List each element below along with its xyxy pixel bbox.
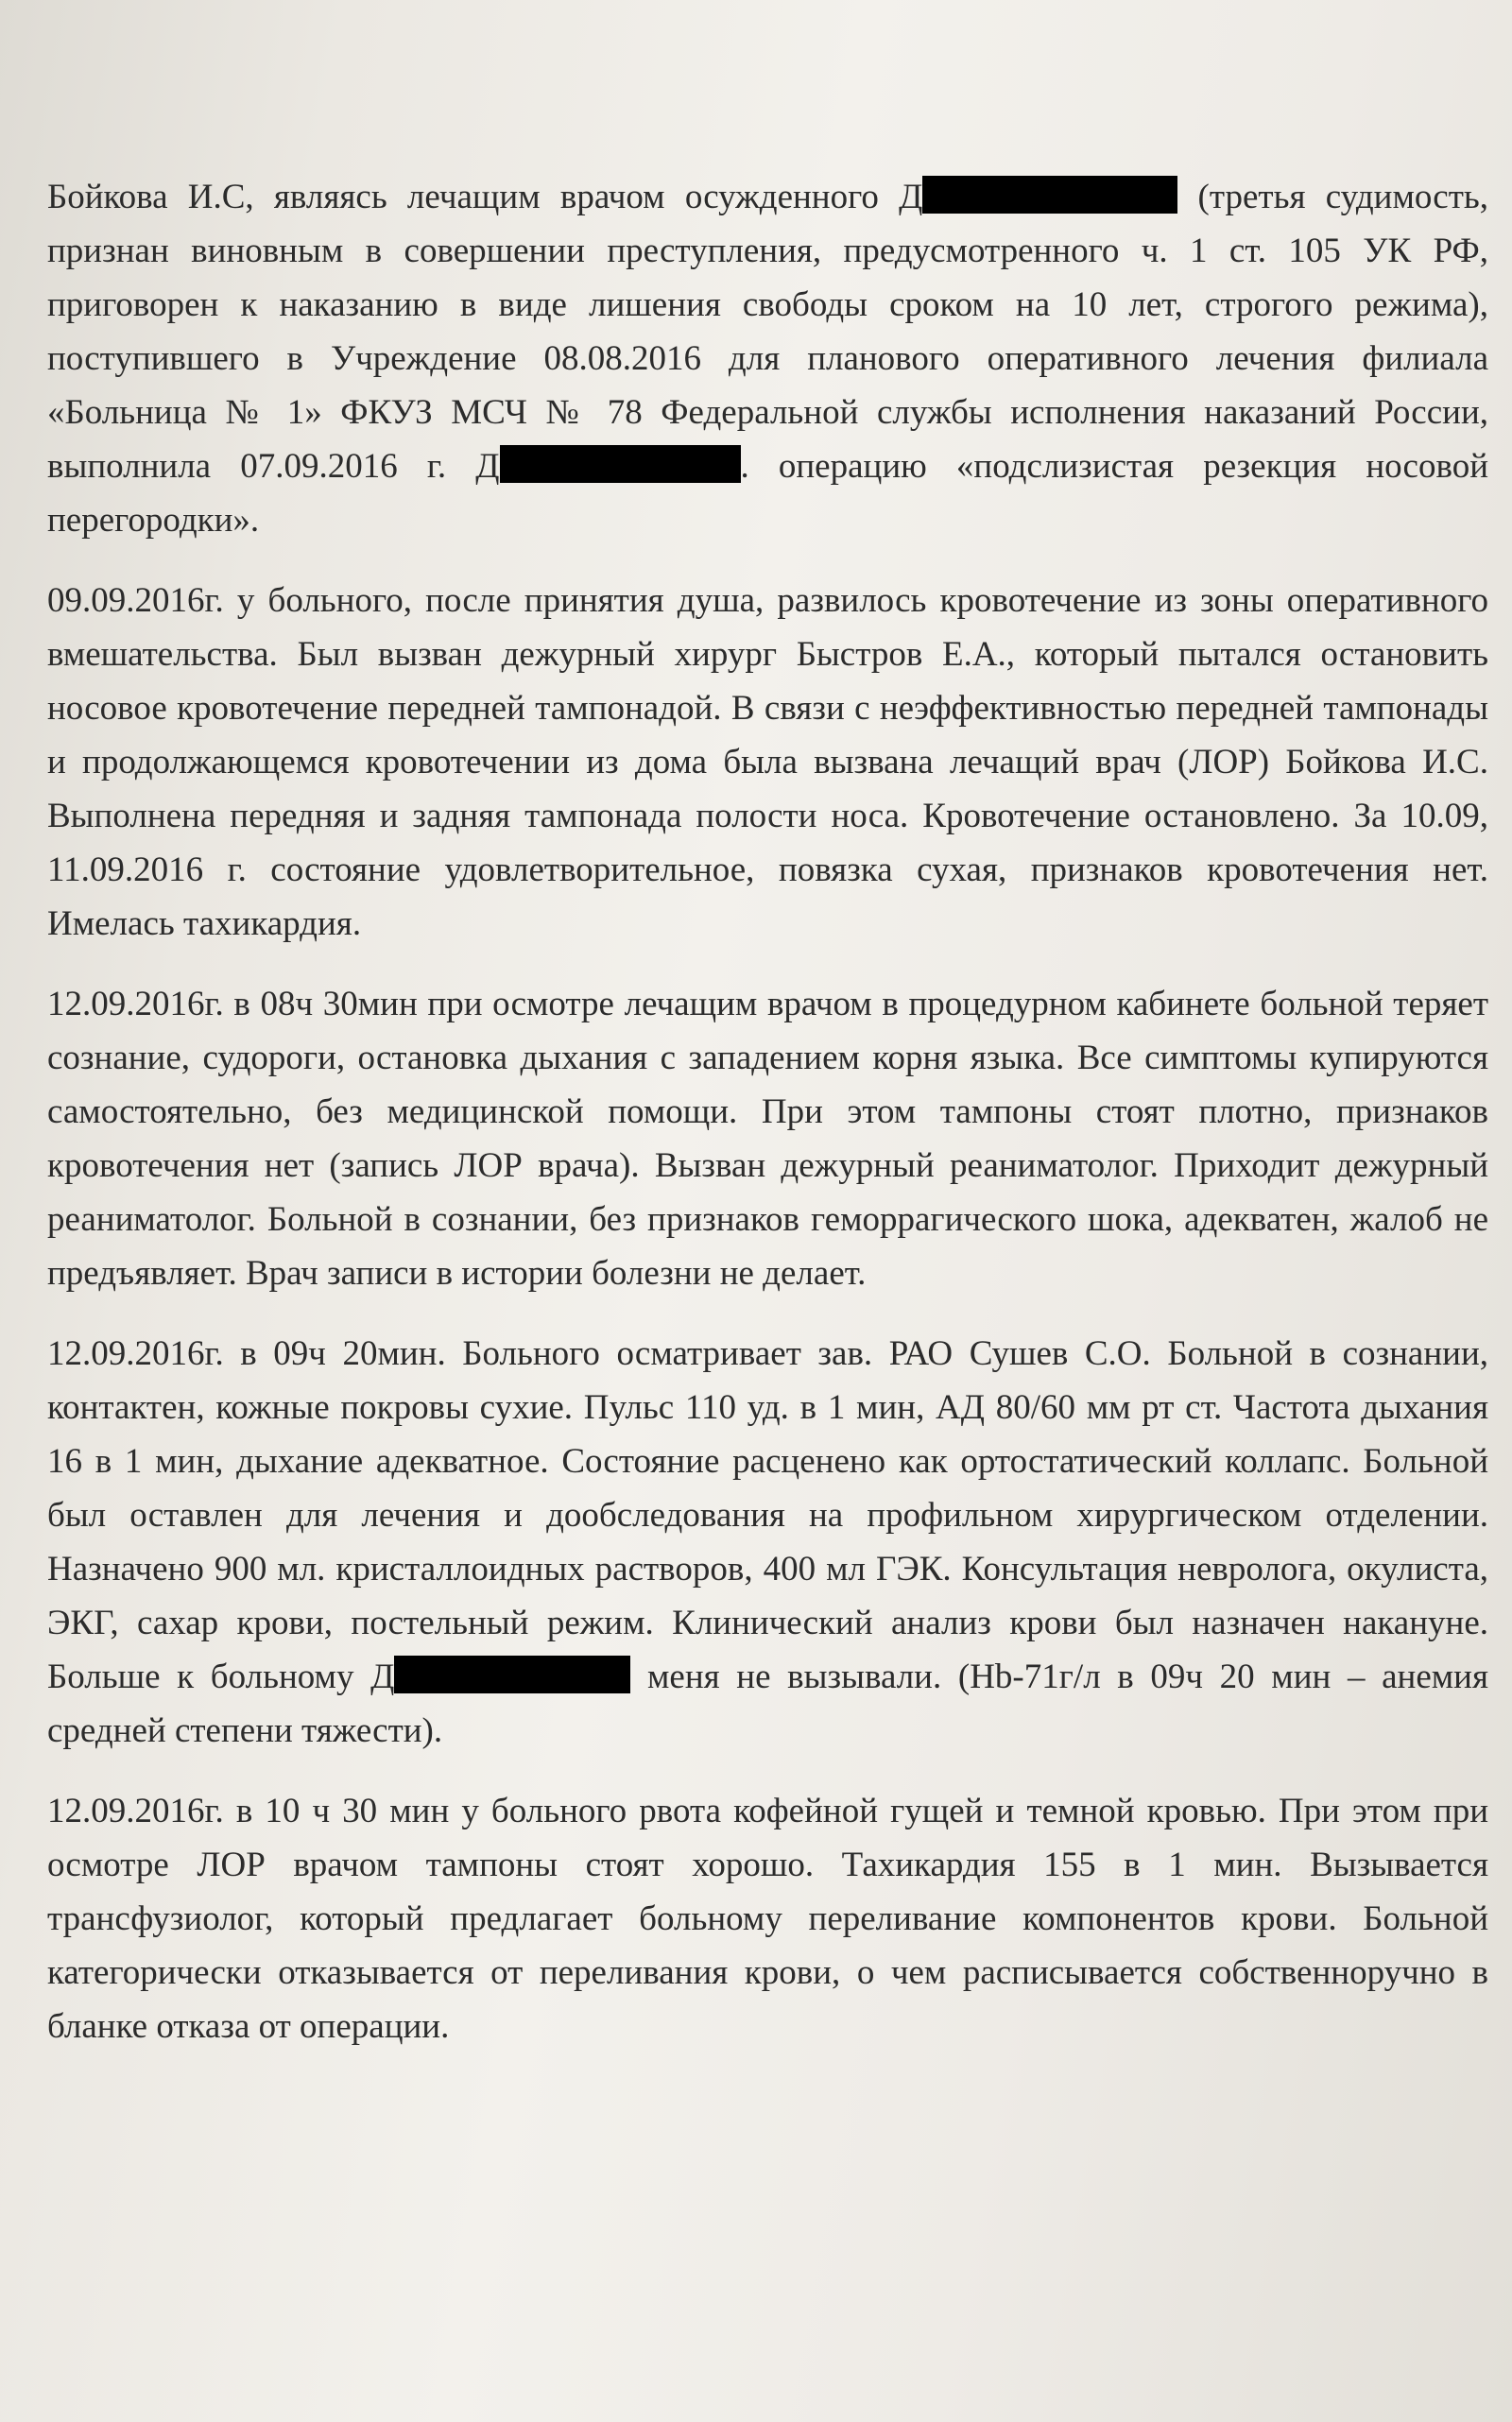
paragraph-3: [47, 977, 1488, 1300]
redaction-block: [922, 176, 1177, 214]
paragraph-1: [47, 170, 1488, 547]
paragraph-3-text: 12.09.2016г. в 08ч 30мин при осмотре лечащим врачом в процедурном кабинете больной теряет сознание, судороги, остановка дыхания с западением корня языка. Все симптомы купируются самостоятельно, без медицинской помощи. При этом тампоны стоят плотно, признаков кровотечения нет (запись ЛОР врача). Вызван дежурный реаниматолог. Приходит дежурный реаниматолог. Больной в сознании, без признаков геморрагического шока, адекватен, жалоб не предъявляет. Врач записи в истории болезни не делает.: [47, 985, 1488, 1293]
paragraph-5-text: 12.09.2016г. в 10 ч 30 мин у больного рвота кофейной гущей и темной кровью. При этом при осмотре ЛОР врачом тампоны стоят хорошо. Тахикардия 155 в 1 мин. Вызывается трансфузиолог, который предлагает больному переливание компонентов крови. Больной категорически отказывается от переливания крови, о чем расписывается собственноручно в бланке отказа от операции.: [47, 1792, 1488, 2046]
paragraph-1-text-b: (третья судимость, признан виновным в совершении преступления, предусмотренного ч. 1 ст. 105 УК РФ, приговорен к наказанию в виде лишения свободы сроком на 10 лет, строгого режима), поступившего в Учреждение 08.08.2016 для планового оперативного лечения филиала «Больница № 1» ФКУЗ МСЧ № 78 Федеральной службы исполнения наказаний России, выполнила 07.09.2016 г. Д: [47, 178, 1488, 486]
redaction-block: [394, 1656, 630, 1693]
paragraph-4-text-b: меня не вызывали. (Hb-71г/л в 09ч 20 мин – анемия средней степени тяжести).: [47, 1658, 1488, 1750]
paragraph-5: [47, 1784, 1488, 2053]
paragraph-4: [47, 1327, 1488, 1758]
paragraph-1-text-c: . операцию «подслизистая резекция носовой перегородки».: [47, 447, 1488, 540]
paragraph-4-text-a: 12.09.2016г. в 09ч 20мин. Больного осматривает зав. РАО Сушев С.О. Больной в сознании, контактен, кожные покровы сухие. Пульс 110 уд. в 1 мин, АД 80/60 мм рт ст. Частота дыхания 16 в 1 мин, дыхание адекватное. Состояние расценено как ортостатический коллапс. Больной был оставлен для лечения и дообследования на профильном хирургическом отделении. Назначено 900 мл. кристаллоидных растворов, 400 мл ГЭК. Консультация невролога, окулиста, ЭКГ, сахар крови, постельный режим. Клинический анализ крови был назначен накануне. Больше к больному Д: [47, 1334, 1488, 1696]
document-body: [47, 170, 1488, 2080]
paragraph-2-text: 09.09.2016г. у больного, после принятия душа, развилось кровотечение из зоны оперативного вмешательства. Был вызван дежурный хирург Быстров Е.А., который пытался остановить носовое кровотечение передней тампонадой. В связи с неэффективностью передней тампонады и продолжающемся кровотечении из дома была вызвана лечащий врач (ЛОР) Бойкова И.С. Выполнена передняя и задняя тампонада полости носа. Кровотечение остановлено. За 10.09, 11.09.2016 г. состояние удовлетворительное, повязка сухая, признаков кровотечения нет. Имелась тахикардия.: [47, 581, 1488, 943]
paragraph-2: [47, 574, 1488, 951]
paragraph-1-text-a: Бойкова И.С, являясь лечащим врачом осужденного Д: [47, 178, 923, 216]
redaction-block: [500, 445, 741, 483]
